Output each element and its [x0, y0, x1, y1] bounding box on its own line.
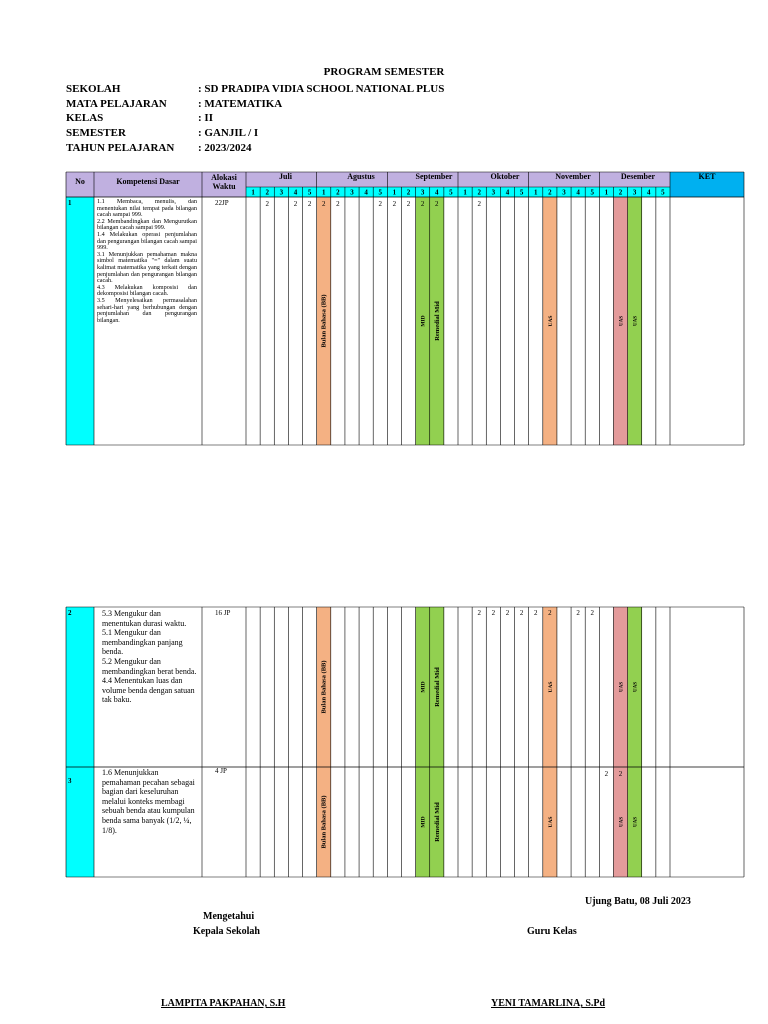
week-value: 2 — [491, 609, 496, 617]
week-number: 5 — [378, 188, 383, 197]
week-number: 5 — [590, 188, 595, 197]
guru-kelas-name: YENI TAMARLINA, S.Pd — [491, 998, 606, 1009]
vertical-label-uas: UAS — [619, 315, 625, 327]
week-value: 2 — [265, 200, 269, 208]
week-number: 1 — [604, 188, 609, 197]
info-label: TAHUN PELAJARAN — [66, 142, 175, 154]
guru-kelas-title: Guru Kelas — [527, 926, 577, 937]
week-number: 4 — [576, 188, 580, 197]
vertical-label-uas: UAS — [547, 681, 554, 693]
vertical-label-uas: UAS — [633, 681, 639, 693]
vertical-label-bulan-bahasa: Bulan Bahasa (BB) — [320, 294, 328, 348]
number-cell-fill — [66, 607, 94, 767]
vertical-label-remedial: Remedial Mid — [433, 301, 441, 341]
month-september: September — [415, 173, 453, 181]
header-kompetensi-dasar: Kompetensi Dasar — [116, 178, 180, 186]
week-number: 4 — [435, 188, 439, 197]
kd-item: 3.5 Menyelesaikan permasalahan sehari-hari yang berhubungan dengan penjumlahan dan pengurangan bilangan. — [97, 296, 197, 324]
week-number: 4 — [505, 188, 510, 197]
week-value: 2 — [548, 609, 552, 617]
week-number: 2 — [618, 188, 623, 197]
document-title: PROGRAM SEMESTER — [323, 66, 445, 78]
info-value: : SD PRADIPA VIDIA SCHOOL NATIONAL PLUS — [198, 83, 445, 95]
month-juli: Juli — [279, 173, 292, 181]
week-number: 2 — [477, 188, 481, 197]
mengetahui-label: Mengetahui — [203, 911, 255, 922]
week-number: 4 — [647, 188, 651, 197]
month-oktober: Oktober — [490, 173, 520, 181]
info-label: SEMESTER — [66, 127, 126, 139]
week-number: 4 — [364, 188, 368, 197]
week-value: 2 — [392, 200, 397, 208]
header-no: No — [75, 178, 85, 186]
week-number: 5 — [307, 188, 312, 197]
week-number: 5 — [661, 188, 665, 197]
week-number: 2 — [336, 188, 340, 197]
info-value: : GANJIL / I — [198, 127, 259, 139]
header-alokasi-waktu: Alokasi Waktu — [211, 173, 237, 191]
kd-item: 5.1 Mengukur dan membandingkan panjang benda. — [102, 628, 183, 657]
week-value: 2 — [435, 200, 439, 208]
week-number: 3 — [632, 188, 637, 197]
row-alokasi: 16 JP — [215, 610, 231, 617]
week-number: 3 — [420, 188, 425, 197]
info-value: : II — [198, 112, 213, 124]
row-kompetensi — [102, 768, 198, 874]
week-number: 3 — [562, 188, 566, 197]
row-kompetensi — [102, 609, 198, 759]
kd-item: 5.2 Mengukur dan membandingkan berat benda. — [102, 656, 197, 676]
month-desember: Desember — [620, 173, 656, 181]
week-number: 2 — [406, 188, 411, 197]
vertical-label-uas: UAS — [633, 315, 639, 327]
week-number: 1 — [251, 188, 255, 197]
week-value: 2 — [477, 200, 481, 208]
vertical-label-mid: MID — [420, 816, 427, 828]
kepala-sekolah-name: LAMPITA PAKPAHAN, S.H — [161, 998, 286, 1009]
kd-item: 1.1 Membaca, menulis, dan menentukan nilai tempat pada bilangan cacah sampai 999. — [97, 199, 197, 219]
week-number: 1 — [533, 188, 538, 197]
week-number: 5 — [519, 188, 524, 197]
row-number: 1 — [68, 200, 72, 207]
week-number: 1 — [392, 188, 397, 197]
week-value: 2 — [307, 200, 312, 208]
week-value: 2 — [477, 609, 481, 617]
number-cell-fill — [66, 197, 94, 445]
info-label: SEKOLAH — [66, 83, 121, 95]
week-number: 3 — [491, 188, 496, 197]
week-value: 2 — [576, 609, 580, 617]
kd-item: 4.4 Menentukan luas dan volume benda dengan satuan tak baku. — [102, 676, 195, 705]
vertical-label-uas: UAS — [547, 315, 554, 327]
week-value: 2 — [321, 200, 326, 208]
kepala-sekolah-title: Kepala Sekolah — [193, 926, 260, 937]
kd-item: 3.1 Menunjukkan pemahaman makna simbol matematika "=" dalam suatu kalimat matematika yang terkait dengan penjumlahan dan pengurangan bilangan cacah. — [97, 250, 197, 285]
month-november: November — [555, 173, 591, 181]
vertical-label-mid: MID — [420, 681, 427, 693]
kd-item: 5.3 Mengukur dan menentukan durasi waktu. — [102, 609, 187, 628]
month-agustus: Agustus — [347, 173, 375, 181]
row-number: 3 — [68, 778, 72, 785]
info-label: KELAS — [66, 112, 104, 124]
vertical-label-uas: UAS — [547, 816, 554, 828]
week-value: 2 — [336, 200, 340, 208]
kd-item: 4.3 Melakukan komposisi dan dekomposisi bilangan cacah. — [97, 283, 197, 298]
week-value: 2 — [293, 200, 298, 208]
info-value: : MATEMATIKA — [198, 98, 283, 110]
info-value: : 2023/2024 — [198, 142, 252, 154]
info-label: MATA PELAJARAN — [66, 98, 167, 110]
row-alokasi: 22JP — [215, 200, 229, 207]
week-value: 2 — [406, 200, 411, 208]
week-number: 1 — [463, 188, 467, 197]
week-value: 2 — [590, 609, 595, 617]
row-kompetensi — [97, 199, 197, 443]
week-number: 1 — [321, 188, 326, 197]
week-number: 4 — [293, 188, 298, 197]
week-value: 2 — [420, 200, 425, 208]
kd-item: 1.6 Menunjukkan pemahaman pecahan sebagai bagian dari keseluruhan melalui konteks membagi sebuah benda atau kumpulan benda sama banyak (1/2, ¼, 1/8). — [102, 768, 195, 835]
place-date: Ujung Batu, 08 Juli 2023 — [585, 896, 691, 907]
vertical-label-remedial: Remedial Mid — [433, 802, 441, 842]
week-number: 2 — [265, 188, 269, 197]
vertical-label-bulan-bahasa: Bulan Bahasa (BB) — [320, 660, 328, 714]
week-value: 2 — [533, 609, 538, 617]
vertical-label-bulan-bahasa: Bulan Bahasa (BB) — [320, 795, 328, 849]
row-number: 2 — [68, 610, 72, 617]
vertical-label-uas: UAS — [619, 681, 625, 693]
week-value: 2 — [519, 609, 524, 617]
kd-item: 1.4 Melakukan operasi penjumlahan dan pengurangan bilangan cacah sampai 999. — [97, 230, 197, 252]
kd-item: 2.2 Membandingkan dan Mengurutkan bilangan cacah sampai 999. — [97, 217, 197, 232]
week-value: 2 — [604, 770, 609, 778]
week-number: 2 — [548, 188, 552, 197]
week-number: 3 — [350, 188, 354, 197]
header-ket: KET — [698, 173, 716, 181]
week-value: 2 — [618, 770, 623, 778]
week-value: 2 — [505, 609, 510, 617]
week-number: 3 — [279, 188, 284, 197]
row-alokasi: 4 JP — [215, 768, 227, 775]
week-value: 2 — [378, 200, 383, 208]
vertical-label-uas: UAS — [619, 816, 625, 828]
vertical-label-mid: MID — [420, 315, 427, 327]
vertical-label-uas: UAS — [633, 816, 639, 828]
vertical-label-remedial: Remedial Mid — [433, 667, 441, 707]
week-number: 5 — [449, 188, 453, 197]
